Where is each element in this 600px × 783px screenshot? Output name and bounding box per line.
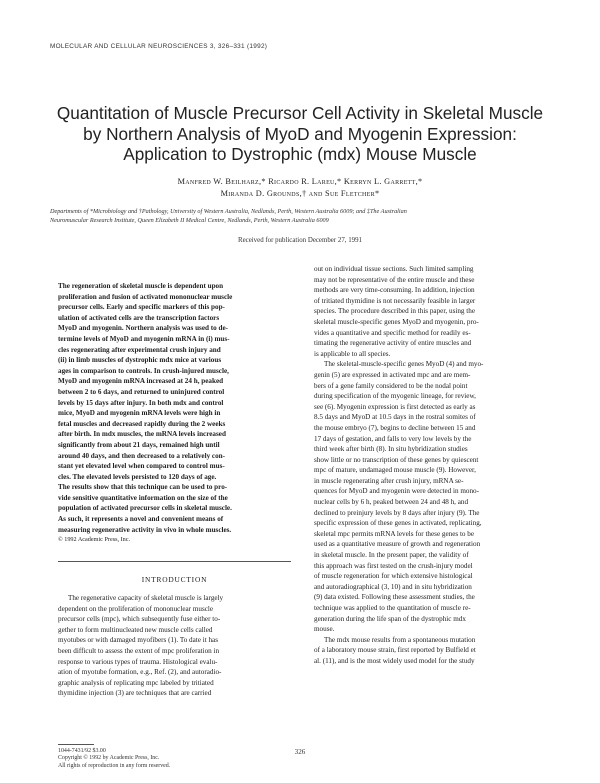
footer-line: 1044-7431/92 $3.00 bbox=[58, 748, 106, 754]
abstract-line: measuring regenerative activity in vivo in whole muscles. bbox=[58, 525, 232, 534]
body-line: skeletal muscle-specific genes MyoD and myogenin, pro- bbox=[314, 317, 479, 326]
body-line: The mdx mouse results from a spontaneous mutation bbox=[324, 635, 476, 644]
body-line: dependent on the proliferation of mononuclear muscle bbox=[58, 604, 214, 613]
body-line: ation of myotube formation, e.g., Ref. (2), and autoradio- bbox=[58, 668, 222, 677]
affiliations bbox=[50, 208, 550, 225]
abstract-line: around 40 days, and then decreased to a relatively con- bbox=[58, 451, 226, 460]
body-line: is applicable to all species. bbox=[314, 349, 391, 358]
footer-line: Copyright © 1992 by Academic Press, Inc. bbox=[58, 755, 160, 762]
abstract-line: cles. The elevated levels persisted to 120 days of age. bbox=[58, 472, 217, 481]
body-line: myotubes or with damaged myofibers (1). To date it has bbox=[58, 636, 218, 645]
body-line: mpc of mature, undamaged mouse muscle (9). However, bbox=[314, 466, 476, 475]
body-line: al. (11), and is the most widely used model for the study bbox=[314, 656, 475, 665]
abstract-line: The results show that this technique can be used to pro- bbox=[58, 483, 228, 492]
body-line: see (6). Myogenin expression is first detected as early as bbox=[314, 402, 476, 411]
abstract-line: As such, it represents a novel and convenient means of bbox=[58, 515, 224, 524]
abstract-divider bbox=[58, 561, 291, 562]
abstract-line: levels by 15 days after injury. In both mdx and control bbox=[58, 398, 224, 407]
abstract-line: precursor cells. Early and specific markers of this pop- bbox=[58, 303, 225, 312]
author-line: Manfred W. Beilharz,* Ricardo R. Lareu,* Kerryn L. Garrett,* bbox=[177, 177, 423, 186]
abstract-line: stant yet elevated level when compared to control mus- bbox=[58, 462, 225, 471]
body-line: gether to form multinucleated new muscle cells called bbox=[58, 625, 213, 634]
abstract-line: ulation of activated cells are the transcription factors bbox=[58, 313, 220, 322]
body-line: specific expression of these genes in activated, replicating, bbox=[314, 519, 482, 528]
body-line: The regenerative capacity of skeletal muscle is largely bbox=[68, 594, 224, 602]
body-line: 17 days of gestation, and falls to very low levels by the bbox=[314, 434, 472, 443]
received-date: Received for publication December 27, 1991 bbox=[238, 237, 362, 244]
abstract-line: MyoD and myogenin mRNA increased at 24 h, peaked bbox=[58, 377, 224, 386]
abstract-line: termine levels of MyoD and myogenin mRNA in (i) mus- bbox=[58, 334, 230, 343]
abstract-line: after birth. In mdx muscles, the mRNA levels increased bbox=[58, 430, 226, 439]
copyright-notice: © 1992 Academic Press, Inc. bbox=[58, 536, 131, 544]
body-line: precursor cells (mpc), which subsequently fuse either to- bbox=[58, 615, 221, 624]
body-line: thymidine injection (3) are techniques that are carried bbox=[58, 689, 212, 698]
author-list bbox=[40, 176, 560, 200]
body-line: third week after birth (8). In situ hybridization studies bbox=[314, 445, 468, 454]
abstract bbox=[58, 281, 291, 546]
abstract-line: significantly from about 21 days, remained high until bbox=[58, 440, 220, 449]
body-line: response to various types of trauma. Histological evalu- bbox=[58, 657, 218, 666]
right-column-text bbox=[314, 264, 549, 667]
abstract-line: (ii) in limb muscles of dystrophic mdx mice at various bbox=[58, 356, 222, 365]
body-line: of tritiated thymidine is not necessarily feasible in larger bbox=[314, 296, 476, 305]
title-line: by Northern Analysis of MyoD and Myogenin Expression: bbox=[83, 123, 517, 144]
body-line: vides a quantitative and specific method for readily es- bbox=[314, 328, 471, 337]
body-line: this approach was first tested on the crush-injury model bbox=[314, 561, 473, 570]
article-title bbox=[40, 103, 560, 165]
body-line: species. The procedure described in this paper, using the bbox=[314, 307, 475, 316]
body-line: been difficult to assess the extent of mpc proliferation in bbox=[58, 646, 220, 655]
running-head: MOLECULAR AND CELLULAR NEUROSCIENCES 3, 326–331 (1992) bbox=[50, 43, 268, 50]
abstract-line: mice, MyoD and myogenin mRNA levels were high in bbox=[58, 409, 221, 418]
body-line: generation during the life span of the dystrophic mdx bbox=[314, 614, 466, 623]
footer-line: All rights of reproduction in any form reserved. bbox=[58, 762, 171, 769]
body-line: in skeletal muscle. In the present paper, the validity of bbox=[314, 551, 469, 560]
author-line: Miranda D. Grounds,† and Sue Fletcher* bbox=[220, 189, 380, 198]
body-line: timating the regenerative activity of entire muscles and bbox=[314, 339, 472, 348]
footer-divider bbox=[58, 744, 94, 745]
body-line: show little or no transcription of these genes by quiescent bbox=[314, 455, 479, 464]
body-line: and autoradiographical (3, 10) and in situ hybridization bbox=[314, 582, 472, 591]
body-line: methods are very time-consuming. In addition, injection bbox=[314, 286, 475, 295]
body-line: 8.5 days and MyoD at 10.5 days in the rostral somites of bbox=[314, 413, 476, 422]
body-line: in muscle regenerating after crush injury, mRNA se- bbox=[314, 476, 464, 485]
body-line: may not be representative of the entire muscle and these bbox=[314, 275, 475, 284]
abstract-line: population of activated precursor cells in skeletal muscle. bbox=[58, 504, 232, 513]
body-line: mouse. bbox=[314, 625, 335, 634]
body-line: of muscle regeneration for which extensive histological bbox=[314, 572, 473, 581]
abstract-line: The regeneration of skeletal muscle is dependent upon bbox=[58, 282, 224, 290]
body-line: declined to preinjury levels by 8 days after injury (9). The bbox=[314, 508, 480, 517]
body-line: bers of a gene family considered to be the nodal point bbox=[314, 381, 468, 390]
abstract-line: MyoD and myogenin. Northern analysis was used to de- bbox=[58, 324, 228, 333]
abstract-line: proliferation and fusion of activated mononuclear muscle bbox=[58, 292, 233, 301]
title-line: Quantitation of Muscle Precursor Cell Activity in Skeletal Muscle bbox=[56, 103, 544, 123]
body-line: The skeletal-muscle-specific genes MyoD (4) and myo- bbox=[324, 360, 484, 369]
body-line: during specification of the myogenic lineage, for review, bbox=[314, 392, 476, 401]
affiliation-line: Neuromuscular Research Institute, Queen Elizabeth II Medical Centre, Nedlands, Perth, Western Australia 6009 bbox=[50, 216, 329, 224]
section-heading: INTRODUCTION bbox=[141, 575, 208, 584]
body-line: graphic analysis of replicating mpc labeled by tritiated bbox=[58, 678, 214, 687]
abstract-line: ages in comparison to controls. In crush-injured muscle, bbox=[58, 366, 229, 375]
abstract-line: vide sensitive quantitative information on the size of the bbox=[58, 493, 228, 502]
abstract-line: fetal muscles and decreased rapidly during the 2 weeks bbox=[58, 419, 226, 428]
body-line: out on individual tissue sections. Such limited sampling bbox=[314, 265, 474, 273]
body-line: skeletal mpc permits mRNA levels for these genes to be bbox=[314, 529, 475, 538]
page-number: 326 bbox=[294, 748, 306, 756]
body-line: used as a quantitative measure of growth and regeneration bbox=[314, 540, 481, 549]
abstract-line: cles regenerating after experimental crush injury and bbox=[58, 345, 221, 354]
title-line: Application to Dystrophic (mdx) Mouse Muscle bbox=[123, 144, 477, 164]
body-line: of a laboratory mouse strain, first reported by Bulfield et bbox=[314, 646, 476, 655]
body-line: the mouse embryo (7), begins to decline between 15 and bbox=[314, 423, 476, 432]
body-line: (9) data existed. Following these assessment studies, the bbox=[314, 593, 475, 602]
affiliation-line: Departments of *Microbiology and †Pathology, University of Western Australia, Nedlands, Perth, Western Australia 6009; and ‡The Australian bbox=[50, 208, 407, 215]
body-line: nuclear cells by 6 h, peaked between 24 and 48 h, and bbox=[314, 498, 469, 507]
body-line: technique was applied to the quantitation of muscle re- bbox=[314, 604, 471, 612]
abstract-line: between 2 to 6 days, and returned to uninjured control bbox=[58, 387, 225, 396]
introduction-text bbox=[58, 593, 291, 699]
body-line: genin (5) are expressed in activated mpc and are mem- bbox=[314, 370, 471, 379]
body-line: quences for MyoD and myogenin were detected in mono- bbox=[314, 487, 479, 496]
